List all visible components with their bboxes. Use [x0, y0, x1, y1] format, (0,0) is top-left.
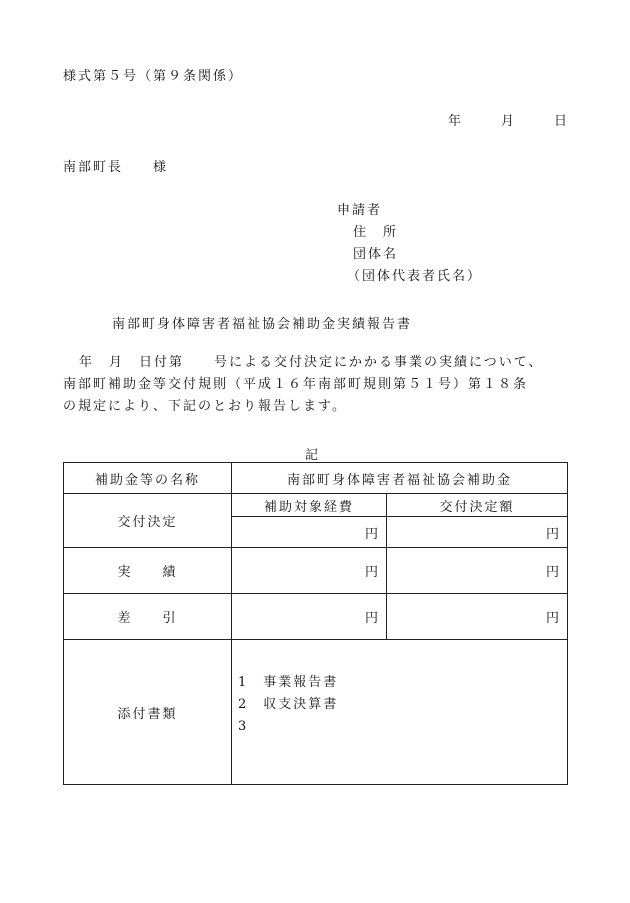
- applicant-org-label: 団体名: [353, 247, 399, 262]
- attachment-item: 2 収支決算書: [238, 697, 339, 712]
- decision-amount-cell[interactable]: 円: [387, 517, 568, 548]
- date-year-label: 年: [448, 114, 464, 129]
- body-line: 南部町補助金等交付規則（平成１６年南部町規則第５１号）第１８条: [63, 377, 529, 392]
- table-row: [64, 548, 568, 594]
- date-month-label: 月: [501, 114, 517, 129]
- body-line: 年 月 日付第 号による交付決定にかかる事業の実績について、: [79, 355, 544, 370]
- table-row: [64, 640, 568, 785]
- document-title: 南部町身体障害者福祉協会補助金実績報告書: [112, 317, 413, 332]
- difference-label: 差 引: [64, 594, 232, 640]
- date-day-label: 日: [554, 114, 570, 129]
- subsidy-name-value: 南部町身体障害者福祉協会補助金: [232, 463, 568, 494]
- attachments-list: [232, 640, 568, 785]
- form-number: 様式第５号（第９条関係）: [63, 69, 244, 84]
- report-body: [63, 352, 583, 418]
- table-row: [64, 463, 568, 494]
- addressee: 南部町長 様: [63, 160, 169, 175]
- column-header-decision-amount: 交付決定額: [387, 494, 568, 517]
- applicant-representative-label: （団体代表者氏名）: [347, 269, 483, 284]
- decision-expense-cell[interactable]: 円: [232, 517, 387, 548]
- difference-expense-cell[interactable]: 円: [232, 594, 387, 640]
- applicant-address-label: 住 所: [353, 225, 399, 240]
- actual-amount-cell[interactable]: 円: [387, 548, 568, 594]
- body-line: の規定により、下記のとおり報告します。: [63, 399, 347, 414]
- attachment-item: 1 事業報告書: [238, 675, 339, 690]
- applicant-label: 申請者: [337, 203, 383, 218]
- table-row: [64, 494, 568, 517]
- applicant-block: [337, 200, 482, 288]
- difference-amount-cell[interactable]: 円: [387, 594, 568, 640]
- actual-label: 実 績: [64, 548, 232, 594]
- column-header-subsidy-expense: 補助対象経費: [232, 494, 387, 517]
- actual-expense-cell[interactable]: 円: [232, 548, 387, 594]
- subsidy-name-label: 補助金等の名称: [64, 463, 232, 494]
- attachment-item: 3: [238, 719, 249, 734]
- attachments-label: 添付書類: [64, 640, 232, 785]
- table-row: [64, 594, 568, 640]
- ki-label: 記: [305, 448, 321, 463]
- report-table: [63, 462, 568, 785]
- date-line: [448, 110, 569, 129]
- decision-label: 交付決定: [64, 494, 232, 548]
